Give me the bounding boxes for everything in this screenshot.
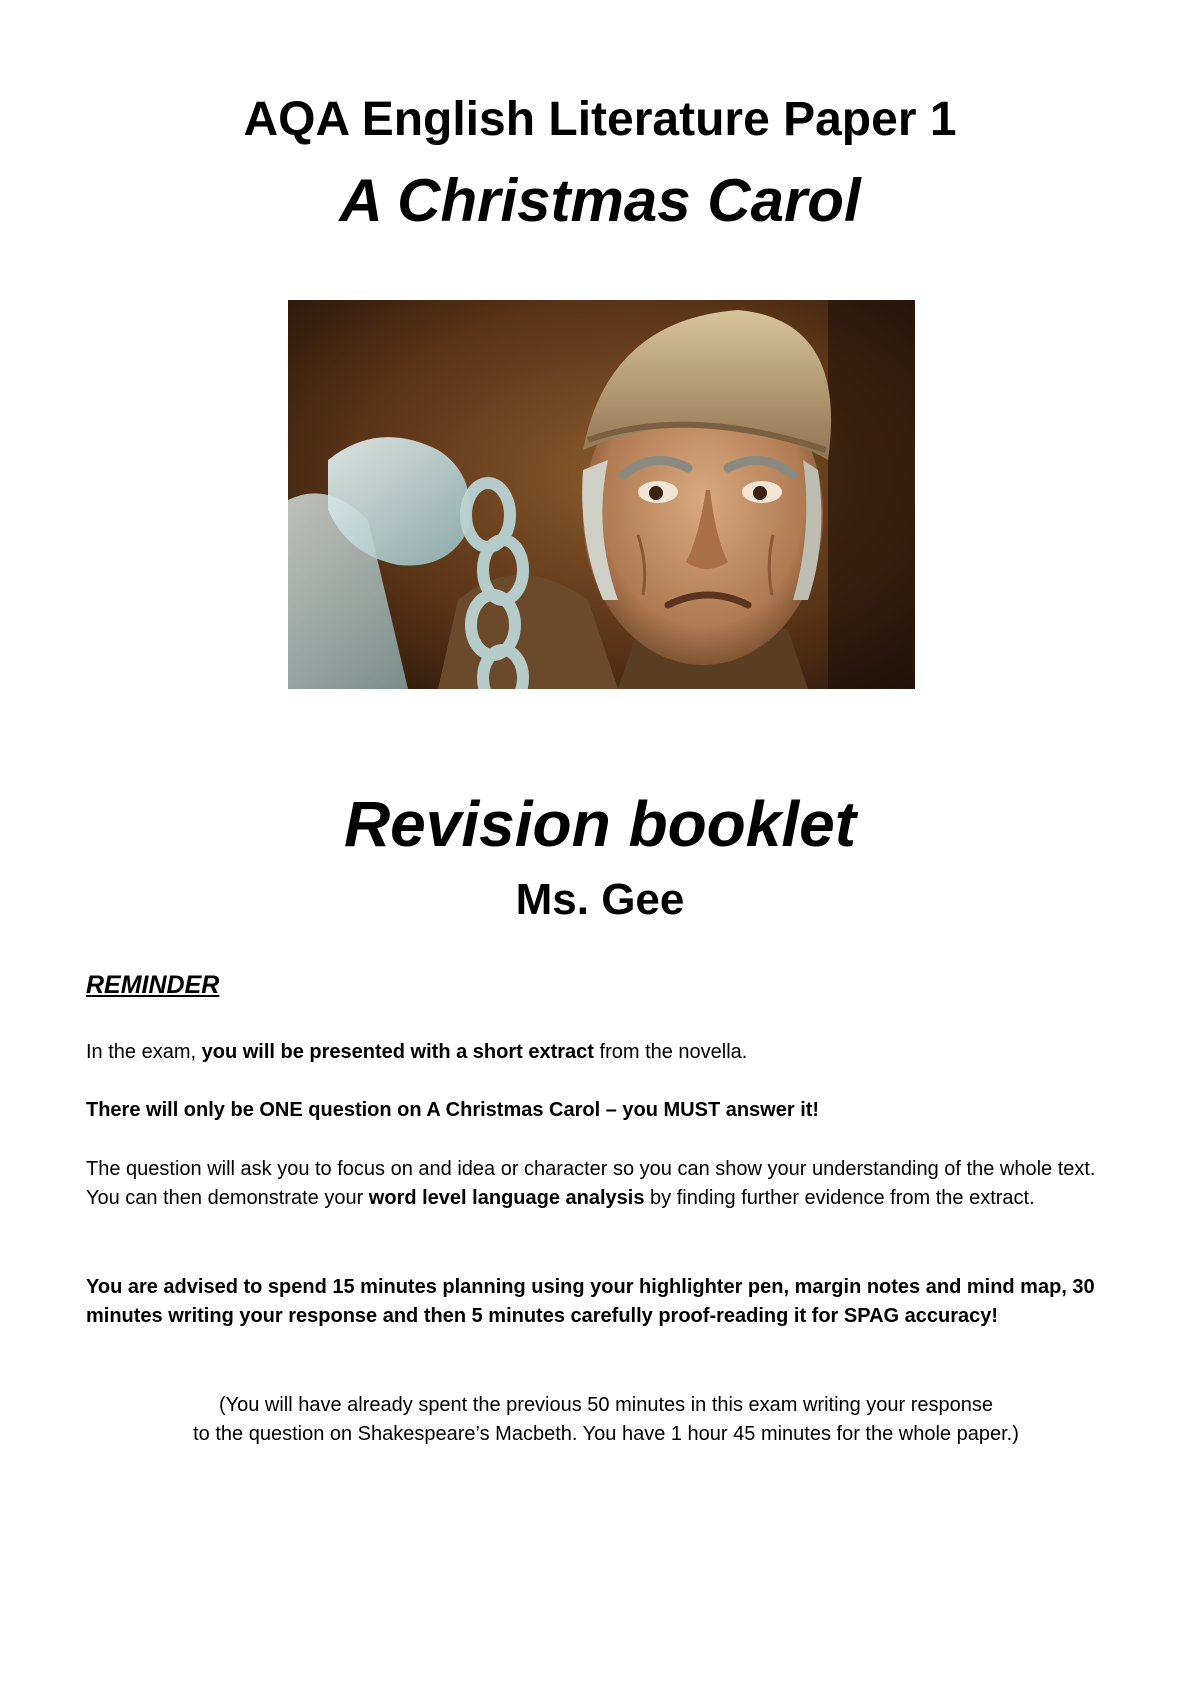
- scrooge-illustration: [288, 300, 915, 689]
- paragraph-emphasis: word level language analysis: [368, 1187, 645, 1209]
- reminder-paragraph-3: [86, 1155, 1126, 1213]
- booklet-title: Revision booklet: [343, 788, 857, 860]
- scrooge-illustration-drawing: [288, 300, 915, 689]
- document-title: AQA English Literature Paper 1: [243, 93, 957, 146]
- exam-timing-note-line-2: to the question on Shakespeare’s Macbeth. You have 1 hour 45 minutes for the whole paper.): [193, 1423, 1019, 1445]
- reminder-paragraph-4: You are advised to spend 15 minutes planning using your highlighter pen, margin notes and mind map, 30 minutes writing your response and then 5 minutes carefully proof-reading it for SPAG accuracy!: [86, 1276, 1095, 1327]
- paragraph-text: The question will ask you to focus on and idea or character so you can show your understanding of the whole text. You can then demonstrate your: [86, 1158, 1096, 1209]
- paragraph-text: In the exam,: [86, 1041, 202, 1063]
- paragraph-emphasis: you will be presented with a short extract: [201, 1041, 594, 1063]
- exam-timing-note: [86, 1391, 1126, 1449]
- reminder-heading: REMINDER: [86, 971, 220, 999]
- document-subtitle: A Christmas Carol: [339, 167, 861, 234]
- paragraph-text: by finding further evidence from the extract.: [644, 1187, 1035, 1209]
- reminder-paragraph-1: [86, 1038, 1126, 1067]
- exam-timing-note-line-1: (You will have already spent the previous 50 minutes in this exam writing your response: [218, 1394, 994, 1416]
- author-name: Ms. Gee: [515, 875, 685, 924]
- paragraph-text: from the novella.: [593, 1041, 748, 1063]
- reminder-paragraph-2: There will only be ONE question on A Christmas Carol – you MUST answer it!: [86, 1099, 820, 1121]
